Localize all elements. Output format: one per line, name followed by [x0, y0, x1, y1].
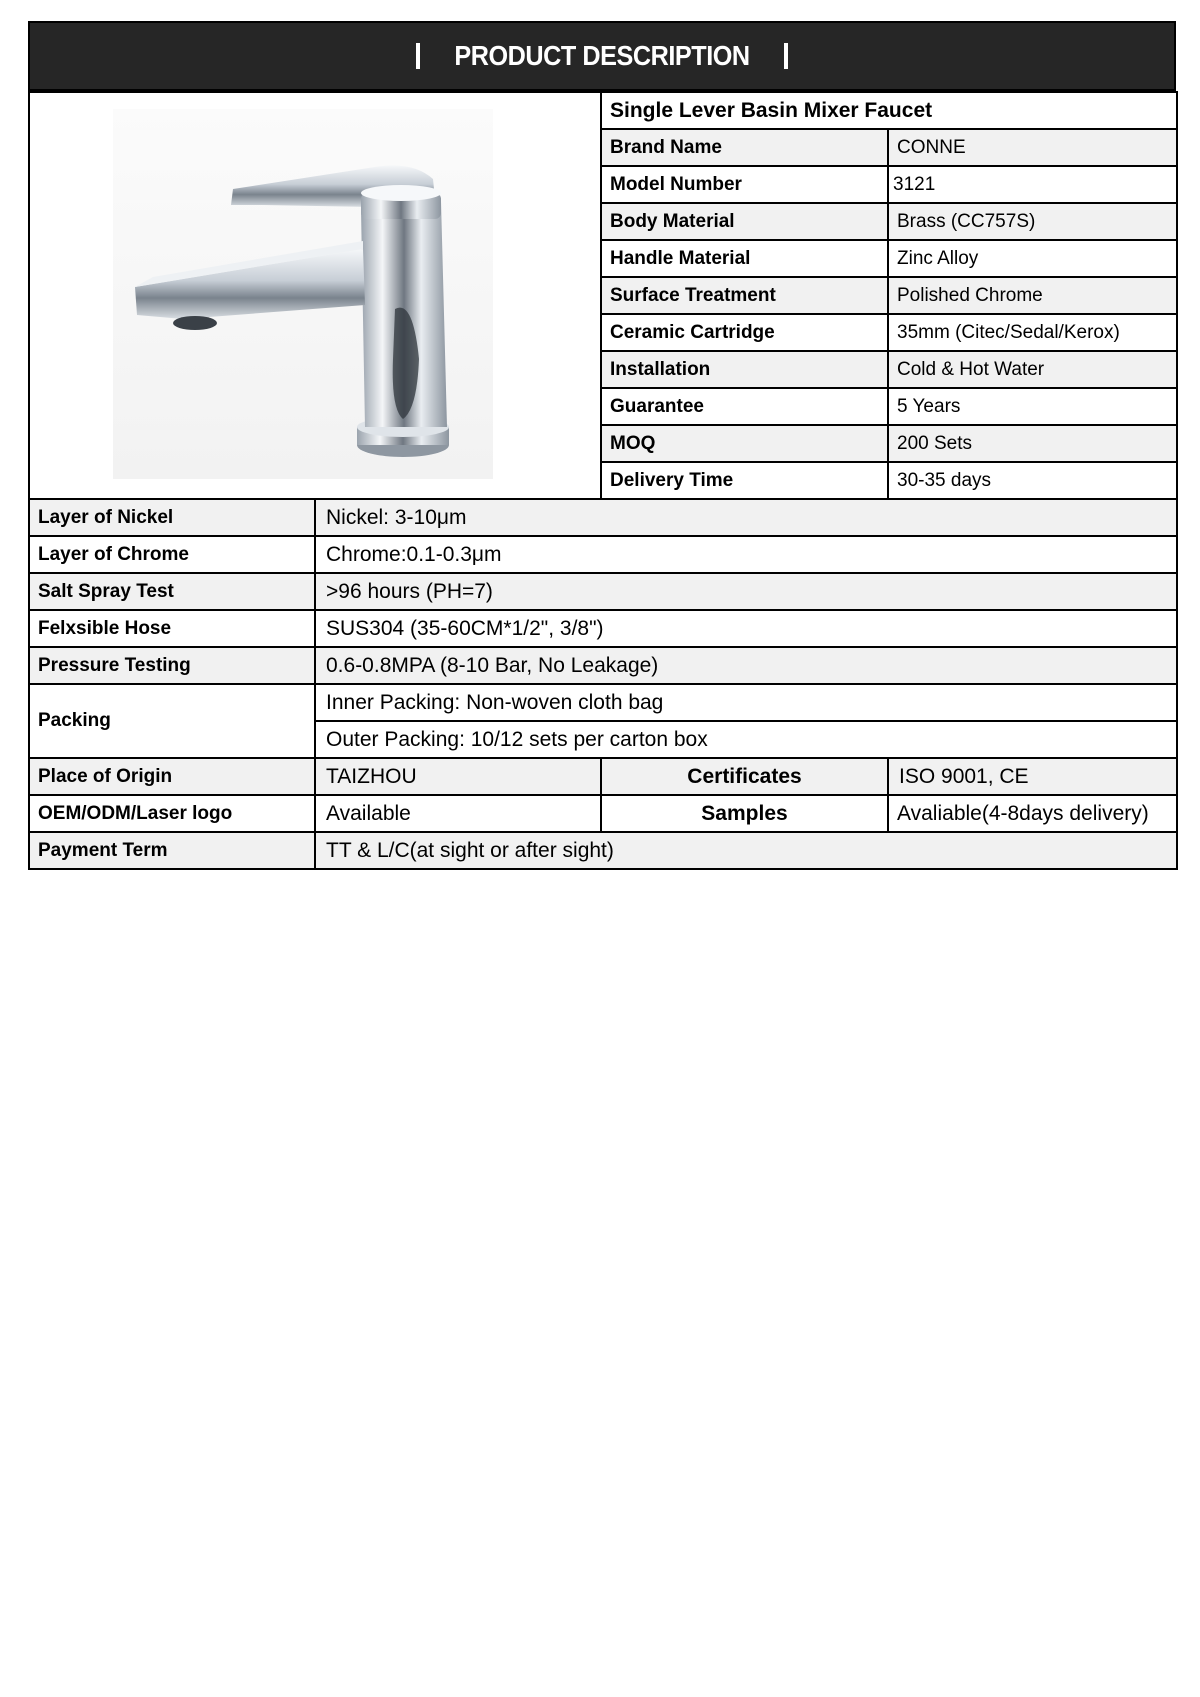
detail-label: Salt Spray Test [29, 573, 315, 610]
detail-value: Nickel: 3-10μm [315, 499, 1177, 536]
spec-label: Model Number [601, 166, 888, 203]
detail-value: 0.6-0.8MPA (8-10 Bar, No Leakage) [315, 647, 1177, 684]
detail-value: Available [315, 795, 601, 832]
detail-value: SUS304 (35-60CM*1/2", 3/8") [315, 610, 1177, 647]
detail-label: Samples [601, 795, 888, 832]
detail-label: Pressure Testing [29, 647, 315, 684]
detail-value: Avaliable(4-8days delivery) [888, 795, 1177, 832]
spec-value: 30-35 days [888, 462, 1177, 499]
product-name: Single Lever Basin Mixer Faucet [601, 92, 1177, 129]
product-image-cell [29, 92, 601, 499]
title-divider-left [416, 43, 420, 69]
spec-label: Handle Material [601, 240, 888, 277]
faucet-photo [113, 109, 493, 479]
spec-label: Delivery Time [601, 462, 888, 499]
detail-label: Layer of Chrome [29, 536, 315, 573]
spec-label: Guarantee [601, 388, 888, 425]
detail-label: Layer of Nickel [29, 499, 315, 536]
detail-label: OEM/ODM/Laser logo [29, 795, 315, 832]
spec-label: Installation [601, 351, 888, 388]
detail-label: Certificates [601, 758, 888, 795]
spec-table [28, 91, 1178, 500]
spec-value: 5 Years [888, 388, 1177, 425]
spec-value: Cold & Hot Water [888, 351, 1177, 388]
spec-value: 200 Sets [888, 425, 1177, 462]
spec-label: Body Material [601, 203, 888, 240]
title-divider-right [784, 43, 788, 69]
page-title: PRODUCT DESCRIPTION [454, 40, 750, 71]
detail-value: Outer Packing: 10/12 sets per carton box [315, 721, 1177, 758]
spec-value: 3121 [888, 166, 1177, 203]
detail-value: Inner Packing: Non-woven cloth bag [315, 684, 1177, 721]
detail-value: >96 hours (PH=7) [315, 573, 1177, 610]
spec-label: Ceramic Cartridge [601, 314, 888, 351]
spec-label: Brand Name [601, 129, 888, 166]
product-sheet [28, 21, 1176, 870]
spec-label: Surface Treatment [601, 277, 888, 314]
detail-value: TAIZHOU [315, 758, 601, 795]
detail-label: Packing [29, 684, 315, 758]
detail-value: ISO 9001, CE [888, 758, 1177, 795]
spec-value: Brass (CC757S) [888, 203, 1177, 240]
detail-value: Chrome:0.1-0.3μm [315, 536, 1177, 573]
title-bar [28, 21, 1176, 91]
spec-value: Zinc Alloy [888, 240, 1177, 277]
detail-label: Place of Origin [29, 758, 315, 795]
spec-label: MOQ [601, 425, 888, 462]
detail-label: Felxsible Hose [29, 610, 315, 647]
spec-value: CONNE [888, 129, 1177, 166]
spec-value: Polished Chrome [888, 277, 1177, 314]
detail-value: TT & L/C(at sight or after sight) [315, 832, 1177, 869]
detail-label: Payment Term [29, 832, 315, 869]
spec-value: 35mm (Citec/Sedal/Kerox) [888, 314, 1177, 351]
detail-table [28, 498, 1178, 870]
